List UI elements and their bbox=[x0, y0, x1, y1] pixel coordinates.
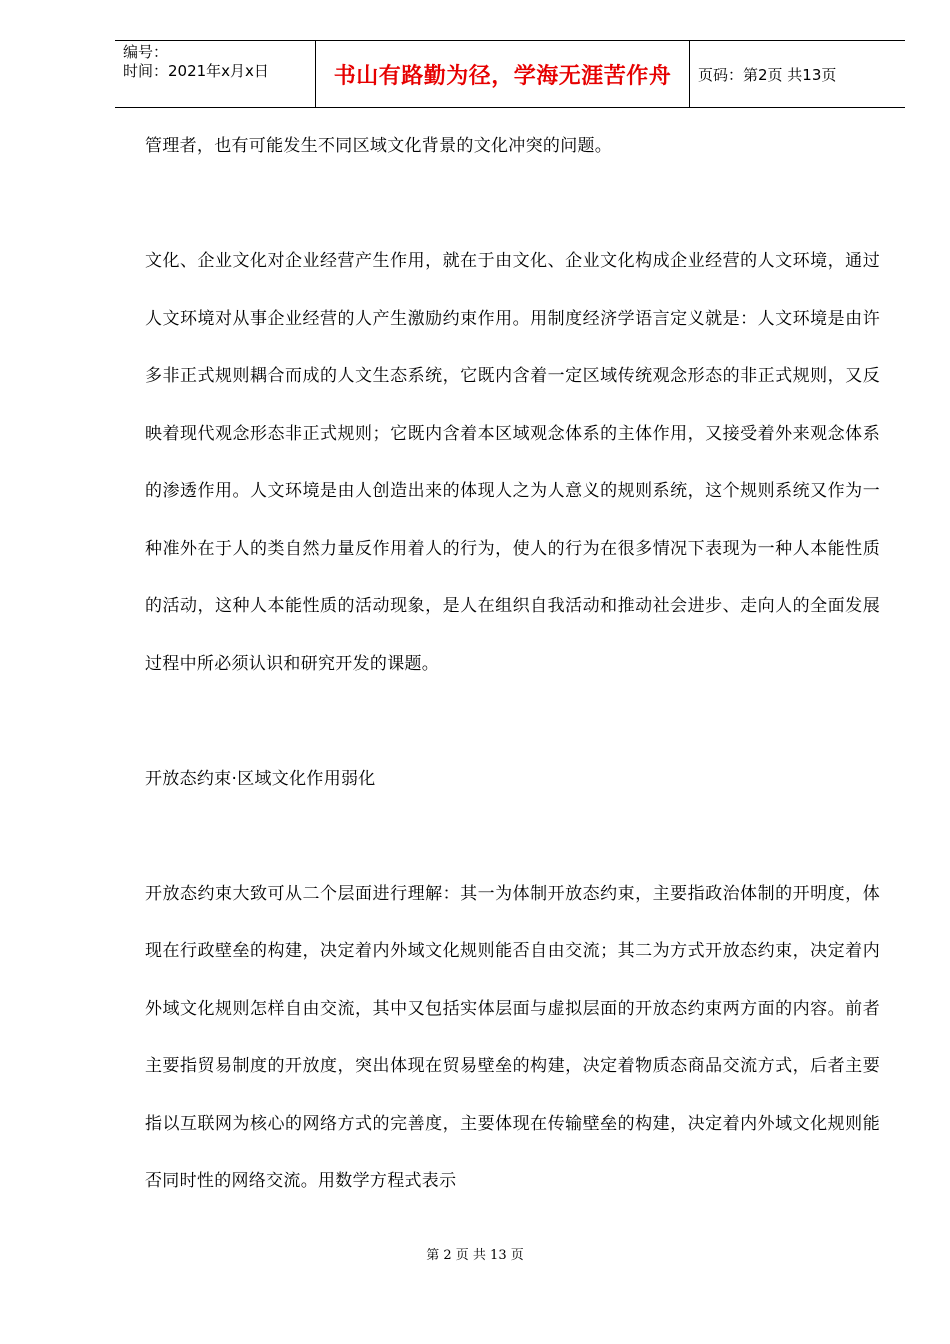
header-motto: 书山有路勤为径，学海无涯苦作舟 bbox=[316, 41, 690, 107]
header-page-info: 页码：第2页 共13页 bbox=[698, 65, 837, 84]
time-label: 时间：2021年x月x日 bbox=[123, 62, 269, 80]
number-label: 编号： bbox=[123, 43, 169, 61]
paragraph-human-environment: 文化、企业文化对企业经营产生作用，就在于由文化、企业文化构成企业经营的人文环境，通过人文环境对从事企业经营的人产生激励约束作用。用制度经济学语言定义就是：人文环境是由许多非正式规则耦合而成的人文生态系统，它既内含着一定区域传统观念形态的非正式规则，又反映着现代观念形态非正式规则；它既内含着本区域观念体系的主体作用，又接受着外来观念体系的渗透作用。人文环境是由人创造出来的体现人之为人意义的规则系统，这个规则系统又作为一种准外在于人的类自然力量反作用着人的行为，使人的行为在很多情况下表现为一种人本能性质的活动，这种人本能性质的活动现象，是人在组织自我活动和推动社会进步、走向人的全面发展过程中所必须认识和研究开发的课题。 bbox=[145, 251, 880, 674]
paragraph-gap bbox=[145, 176, 880, 234]
page-header bbox=[115, 40, 905, 108]
section-heading: 开放态约束·区域文化作用弱化 bbox=[145, 768, 376, 789]
paragraph-continuation: 管理者，也有可能发生不同区域文化背景的文化冲突的问题。 bbox=[145, 136, 613, 156]
page-footer: 第 2 页 共 13 页 bbox=[426, 1248, 524, 1263]
paragraph-gap bbox=[145, 693, 880, 751]
paragraph-gap bbox=[145, 808, 880, 866]
document-body bbox=[145, 118, 880, 1211]
header-meta bbox=[115, 41, 316, 107]
paragraph-open-constraint: 开放态约束大致可从二个层面进行理解：其一为体制开放态约束，主要指政治体制的开明度，体现在行政壁垒的构建，决定着内外域文化规则能否自由交流；其二为方式开放态约束，决定着内外域文化规则怎样自由交流，其中又包括实体层面与虚拟层面的开放态约束两方面的内容。前者主要指贸易制度的开放度，突出体现在贸易壁垒的构建，决定着物质态商品交流方式，后者主要指以互联网为核心的网络方式的完善度，主要体现在传输壁垒的构建，决定着内外域文化规则能否同时性的网络交流。用数学方程式表示 bbox=[145, 883, 880, 1191]
